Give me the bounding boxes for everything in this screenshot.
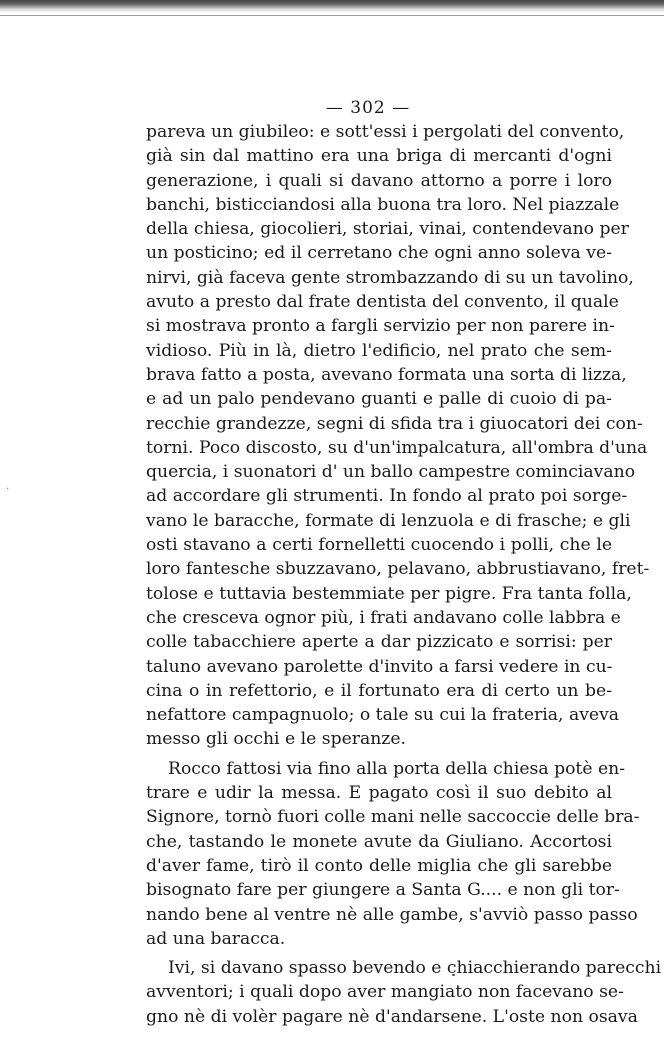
text-line: un posticino; ed il cerretano che ogni anno soleva ve- bbox=[146, 243, 612, 264]
paragraph-1 bbox=[146, 120, 650, 752]
text-line: già sin dal mattino era una briga di mercanti d'ogni bbox=[146, 146, 612, 167]
text-line: d'aver fame, tirò il conto delle miglia che gli sarebbe bbox=[146, 855, 612, 876]
text-line: e ad un palo pendevano guanti e palle di cuoio di pa- bbox=[146, 389, 612, 410]
text-line: trare e udir la messa. E pagato così il suo debito al bbox=[146, 783, 612, 804]
text-line: recchie grandezze, segni di sfida tra i giuocatori dei con- bbox=[146, 413, 643, 434]
page-edge-rule bbox=[0, 15, 664, 16]
margin-speck: · bbox=[6, 484, 10, 495]
text-line: messo gli occhi e le speranze. bbox=[146, 729, 406, 750]
text-line: nirvi, già faceva gente strombazzando di su un tavolino, bbox=[146, 267, 634, 288]
text-line: generazione, i quali si davano attorno a porre i loro bbox=[146, 170, 612, 191]
text-line: Rocco fattosi via fino alla porta della chiesa potè en- bbox=[168, 758, 626, 779]
text-line: della chiesa, giocolieri, storiai, vinai, contendevano per bbox=[146, 219, 629, 240]
text-line: nefattore campagnuolo; o tale su cui la frateria, aveva bbox=[146, 705, 620, 726]
page-number: — 302 — bbox=[325, 98, 411, 118]
text-line: ad accordare gli strumenti. In fondo al prato poi sorge- bbox=[146, 486, 628, 507]
text-line: taluno avevano parolette d'invito a farsi vedere in cu- bbox=[146, 656, 613, 677]
text-line: colle tabacchiere aperte a dar pizzicato e sorrisi: per bbox=[146, 632, 612, 653]
text-line: quercia, i suonatori d' un ballo campestre cominciavano bbox=[146, 462, 636, 483]
text-line: nando bene al ventre nè alle gambe, s'avviò passo passo bbox=[146, 904, 638, 925]
text-line: cina o in refettorio, e il fortunato era di certo un be- bbox=[146, 680, 612, 701]
text-line: torni. Poco discosto, su d'un'impalcatura, all'ombra d'una bbox=[146, 437, 648, 458]
text-line: che, tastando le monete avute da Giuliano. Accortosi bbox=[146, 831, 612, 852]
text-line: brava fatto a posta, avevano formata una sorta di lizza, bbox=[146, 364, 627, 385]
text-line: osti stavano a certi fornelletti cuocendo i polli, che le bbox=[146, 535, 612, 556]
text-line: vidioso. Più in là, dietro l'edificio, nel prato che sem- bbox=[146, 340, 612, 361]
text-line: gno nè di volèr pagare nè d'andarsene. L'oste non osava bbox=[146, 1006, 638, 1027]
text-line: vano le baracche, formate di lenzuola e di frasche; e gli bbox=[146, 510, 631, 531]
text-line: che cresceva ognor più, i frati andavano colle labbra e bbox=[146, 607, 621, 628]
text-line: si mostrava pronto a fargli servizio per non parere in- bbox=[146, 316, 615, 337]
text-line: avuto a presto dal frate dentista del convento, il quale bbox=[146, 292, 619, 313]
paragraph-3 bbox=[146, 956, 662, 1029]
text-line: tolose e tuttavia bestemmiate per pigre. Fra tanta folla, bbox=[146, 583, 632, 604]
text-line: ad una baracca. bbox=[146, 928, 286, 949]
text-line: pareva un giubileo: e sott'essi i pergolati del convento, bbox=[146, 122, 625, 142]
text-line: bisognato fare per giungere a Santa G.... e non gli tor- bbox=[146, 880, 620, 901]
body-text bbox=[146, 120, 662, 1029]
scanned-page-top-edge bbox=[0, 0, 664, 14]
text-line: avventori; i quali dopo aver mangiato non facevano se- bbox=[146, 982, 624, 1003]
text-line: loro fantesche sbuzzavano, pelavano, abbrustiavano, fret- bbox=[146, 559, 650, 580]
text-line: Ivi, si davano spasso bevendo e chiacchierando parecchi bbox=[168, 958, 662, 979]
text-line: Signore, tornò fuori colle mani nelle saccoccie delle bra- bbox=[146, 807, 640, 828]
text-line: banchi, bisticciandosi alla buona tra loro. Nel piazzale bbox=[146, 194, 620, 215]
paragraph-2 bbox=[146, 757, 640, 951]
